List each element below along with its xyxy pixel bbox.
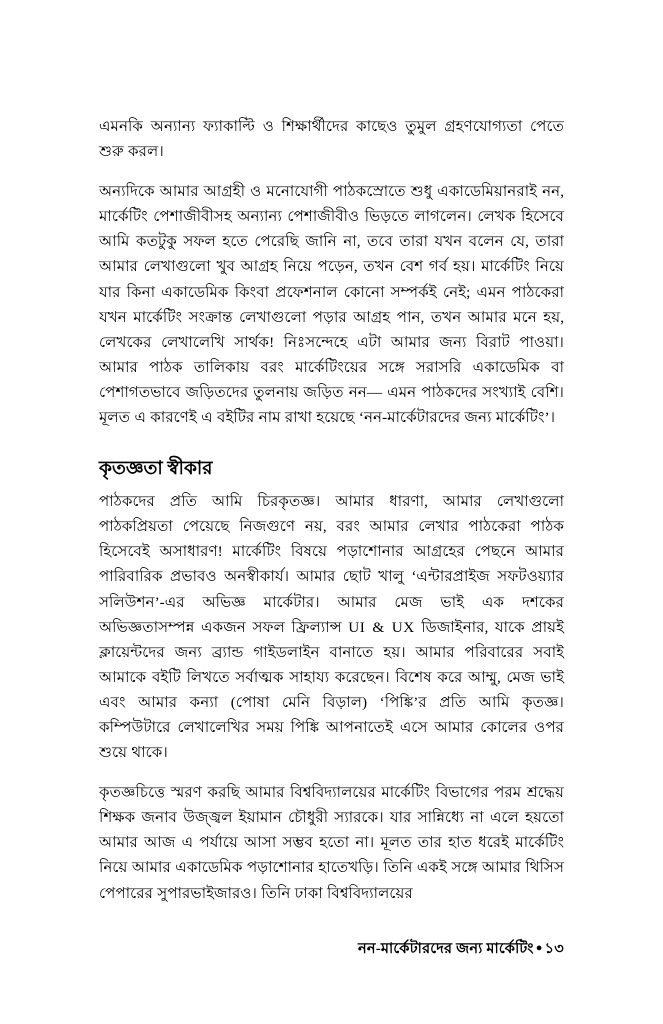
page-footer [99,938,564,962]
paragraph-2: অন্যদিকে আমার আগ্রহী ও মনোযোগী পাঠকস্রোতে শুধু একাডেমিয়ানরাই নন, মার্কেটিং পেশাজীবীসহ অন্যান্য পেশাজীবীও ভিড়তে লাগলেন। লেখক হিসেবে আমি কতটুকু সফল হতে পেরেছি জানি না, তবে তারা যখন বলেন যে, তারা আমার লেখাগুলো খুব আগ্রহ নিয়ে পড়েন, তখন বেশ গর্ব হয়। মার্কেটিং নিয়ে যার কিনা একাডেমিক কিংবা প্রফেশনাল কোনো সম্পর্কই নেই; এমন পাঠকেরা যখন মার্কেটিং সংক্রান্ত লেখাগুলো পড়ার আগ্রহ পান, তখন আমার মনে হয়, লেখকের লেখালেখি সার্থক! নিঃসন্দেহে এটা আমার জন্য বিরাট পাওয়া। আমার পাঠক তালিকায় বরং মার্কেটিংয়ের সঙ্গে সরাসরি একাডেমিক বা পেশাগতভাবে জড়িতদের তুলনায় জড়িত নন— এমন পাঠকদের সংখ্যাই বেশি। মূলত এ কারণেই এ বইটির নাম রাখা হয়েছে ‘নন-মার্কেটারদের জন্য মার্কেটিং’। [99,183,564,427]
paragraph-4: কৃতজ্ঞচিত্তে স্মরণ করছি আমার বিশ্ববিদ্যালয়ের মার্কেটিং বিভাগের পরম শ্রদ্ধেয় শিক্ষক জনাব উজ্জ্বল ইয়ামান চৌধুরী স্যারকে। যার সান্নিধ্যে না এলে হয়তো আমার আজ এ পর্যায়ে আসা সম্ভব হতো না। মূলত তার হাত ধরেই মার্কেটিং নিয়ে আমার একাডেমিক পড়াশোনার হাতেখড়ি। তিনি একই সঙ্গে আমার থিসিস পেপারের সুপারভাইজারও। তিনি ঢাকা বিশ্ববিদ্যালয়ের [99,784,564,902]
footer-page-number: ১৩ [544,941,564,957]
section-heading-acknowledgement: কৃতজ্ঞতা স্বীকার [99,459,213,480]
paragraph-3-text-after-latin: ডিজাইনার, যাকে প্রায়ই ক্লায়েন্টদের জন্য ব্র্যান্ড গাইডলাইন বানাতে হয়। আমার পরিবারের সবাই আমাকে বইটি লিখতে সর্বাত্মক সাহায্য করেছেন। বিশেষ করে আম্মু, মেজ ভাই এবং আমার কন্যা (পোষা মেনি বিড়াল) ‘পিঙ্কি’র প্রতি আমি কৃতজ্ঞ। কম্পিউটারে লেখালেখির সময় পিঙ্কি আপনাতেই এসে আমার কোলের ওপর শুয়ে থাকে। [99,618,564,762]
footer-book-title: নন-মার্কেটারদের জন্য মার্কেটিং [358,941,534,957]
footer-separator-dot: ● [535,942,543,954]
paragraph-3-latin-term: UI & UX [348,618,415,636]
paragraph-3 [99,489,564,765]
page-content [99,114,564,906]
paragraph-1: এমনকি অন্যান্য ফ্যাকাল্টি ও শিক্ষার্থীদের কাছেও তুমুল গ্রহণযোগ্যতা পেতে শুরু করল। [99,118,564,161]
paragraph-3-text-before-latin: পাঠকদের প্রতি আমি চিরকৃতজ্ঞ। আমার ধারণা, আমার লেখাগুলো পাঠকপ্রিয়তা পেয়েছে নিজগুণে নয়, বরং আমার লেখার পাঠকেরা পাঠক হিসেবেই অসাধারণ! মার্কেটিং বিষয়ে পড়াশোনার আগ্রহের পেছনে আমার পারিবারিক প্রভাবও অনস্বীকার্য। আমার ছোট খালু ‘এন্টারপ্রাইজ সফটওয়্যার সলিউশন’-এর অভিজ্ঞ মার্কেটার। আমার মেজ ভাই এক দশকের অভিজ্ঞতাসম্পন্ন একজন সফল ফ্রিল্যান্স [99,493,564,636]
